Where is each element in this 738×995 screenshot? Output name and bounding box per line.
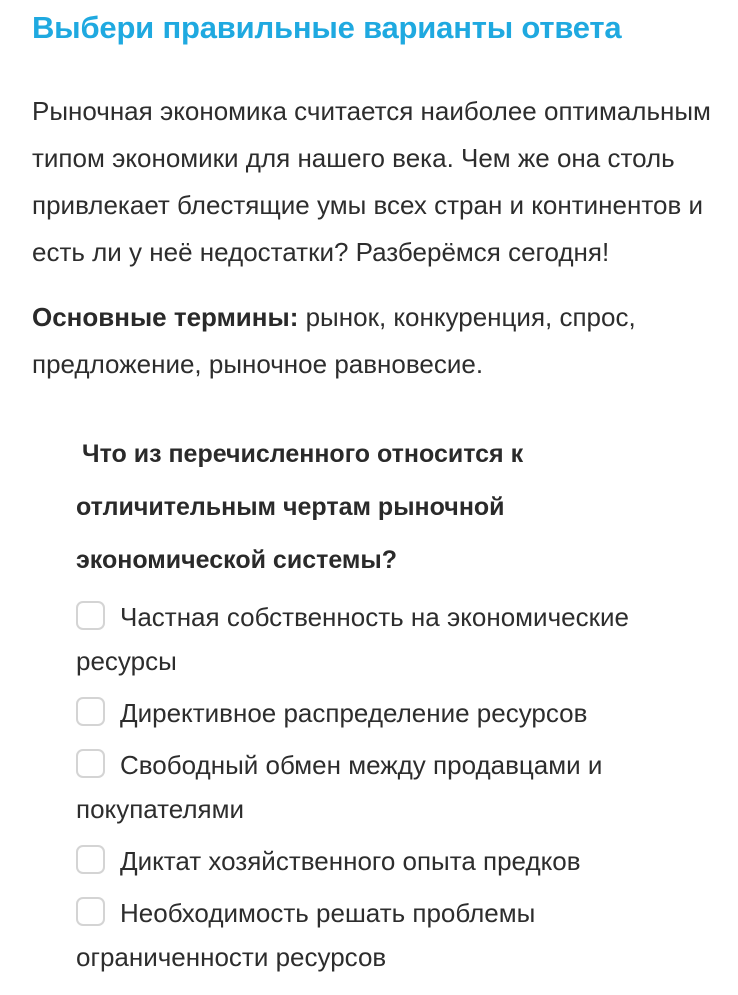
answer-option-5[interactable] [76,891,696,979]
intro-paragraph: Рыночная экономика считается наиболее оптимальным типом экономики для нашего века. Чем же она столь привлекает блестящие умы всех стран и континентов и есть ли у неё недостатки? Разберёмся сегодня! [32,96,711,267]
checkbox[interactable] [76,697,105,726]
answer-option-label: Свободный обмен между продавцами и покупателями [76,750,603,824]
key-terms-label: Основные термины: [32,302,299,332]
checkbox[interactable] [76,897,105,926]
question-text: Что из перечисленного относится к отличительным чертам рыночной экономической системы? [76,440,524,574]
answer-option-1[interactable] [76,595,696,683]
question [76,428,636,587]
answer-option-label: Частная собственность на экономические ресурсы [76,602,629,676]
answer-option-label: Директивное распределение ресурсов [120,698,588,728]
page-title: Выбери правильные варианты ответа [32,10,622,45]
answer-option-label: Необходимость решать проблемы ограниченности ресурсов [76,898,536,972]
key-terms-text: рынок, конкуренция, спрос, предложение, рыночное равновесие. [32,302,636,379]
answer-option-label: Диктат хозяйственного опыта предков [120,846,581,876]
key-terms [32,294,722,388]
checkbox[interactable] [76,845,105,874]
checkbox[interactable] [76,601,105,630]
answer-option-3[interactable] [76,743,696,831]
checkbox[interactable] [76,749,105,778]
answer-options [76,595,696,979]
answer-option-2[interactable] [76,691,696,735]
answer-option-4[interactable] [76,839,696,883]
